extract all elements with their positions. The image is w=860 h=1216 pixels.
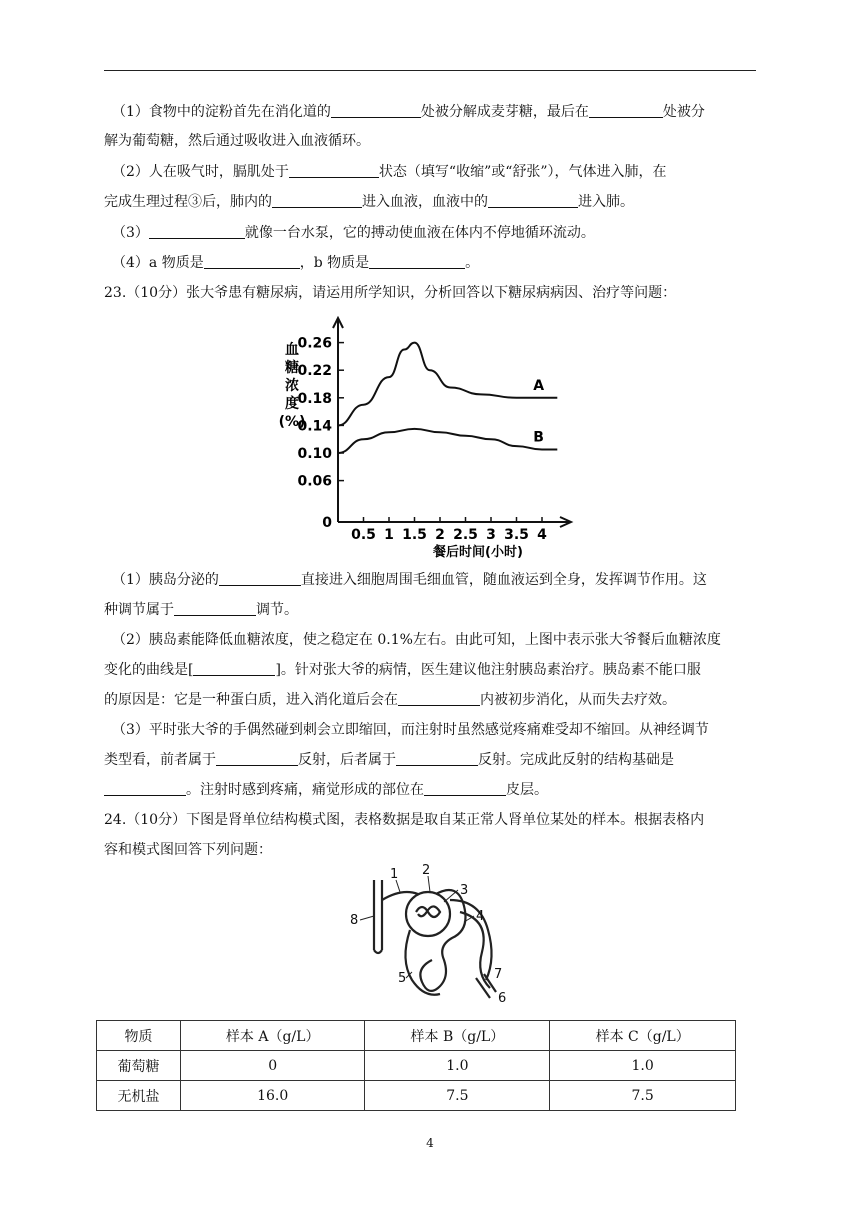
text: 解为葡萄糖，然后通过吸收进入血液循环。 — [104, 133, 370, 149]
answer-blank[interactable] — [193, 661, 275, 676]
q23-part2-line3 — [104, 690, 676, 710]
label-8: 8 — [350, 913, 359, 928]
chart-series — [338, 343, 557, 453]
table-cell: 16.0 — [180, 1081, 365, 1111]
table-header-cell: 样本 A（g/L） — [180, 1021, 365, 1051]
answer-blank[interactable] — [216, 751, 298, 766]
series-label-B: B — [533, 429, 544, 446]
label-5: 5 — [398, 971, 407, 986]
text: （1）胰岛分泌的 — [112, 572, 219, 588]
x-tick-label: 1 — [384, 527, 394, 543]
text: ，b 物质是 — [299, 255, 370, 271]
duct-6-7 — [476, 974, 496, 998]
chart-axes — [333, 318, 571, 527]
sample-table — [96, 1020, 736, 1111]
series-line-B — [338, 429, 557, 453]
text: 处被分 — [662, 104, 705, 120]
text: 。 — [465, 255, 480, 271]
answer-blank[interactable] — [424, 781, 506, 796]
text: 的原因是：它是一种蛋白质，进入消化道后会在 — [104, 692, 398, 708]
text: （2）人在吸气时，膈肌处于 — [112, 164, 289, 180]
table-cell: 7.5 — [365, 1081, 550, 1111]
q22-part1-line2 — [104, 131, 370, 151]
y-tick-label: 0.26 — [297, 335, 332, 352]
text: 就像一台水泵，它的搏动使血液在体内不停地循环流动。 — [244, 225, 595, 241]
table-cell: 1.0 — [550, 1051, 736, 1081]
answer-blank[interactable] — [289, 163, 379, 178]
x-tick-label: 4 — [537, 527, 547, 543]
q22-part3 — [112, 223, 595, 243]
tubule — [420, 890, 465, 991]
label-4: 4 — [476, 909, 485, 924]
x-tick-label: 3.5 — [504, 527, 529, 543]
y-label-char: (%) — [278, 414, 306, 430]
series-line-A — [338, 343, 557, 426]
table-header-cell: 物质 — [97, 1021, 181, 1051]
text: 进入肺。 — [578, 194, 634, 210]
x-tick-label: 1.5 — [402, 527, 427, 543]
answer-blank[interactable] — [398, 691, 480, 706]
x-tick-label: 2.5 — [453, 527, 478, 543]
text: 。注射时感到疼痛，痛觉形成的部位在 — [186, 782, 424, 798]
text: 变化的曲线是[ — [104, 662, 194, 678]
y-tick-label: 0.14 — [297, 418, 332, 435]
answer-blank[interactable] — [174, 601, 256, 616]
table-header-row — [97, 1021, 736, 1051]
table-row — [97, 1051, 736, 1081]
chart-x-label: 餐后时间(小时) — [433, 545, 523, 560]
text: 完成生理过程③后，肺内的 — [104, 194, 272, 210]
answer-blank[interactable] — [369, 254, 465, 269]
text: （1）食物中的淀粉首先在消化道的 — [112, 104, 331, 120]
y-tick-label: 0.22 — [297, 363, 332, 380]
q23-part3-line2 — [104, 750, 674, 770]
vessel-8 — [374, 880, 382, 950]
text: 类型看，前者属于 — [104, 752, 216, 768]
text: 反射，后者属于 — [298, 752, 396, 768]
label-6: 6 — [498, 991, 507, 1006]
answer-blank[interactable] — [204, 254, 300, 269]
q23-part2-line1: （2）胰岛素能降低血糖浓度，使之稳定在 0.1%左右。由此可知，上图中表示张大爷餐后血糖浓度 — [112, 632, 721, 648]
answer-blank[interactable] — [272, 193, 362, 208]
y-tick-label: 0.10 — [297, 446, 332, 462]
label-7: 7 — [494, 967, 503, 982]
answer-blank[interactable] — [331, 103, 421, 118]
text: 内被初步消化，从而失去疗效。 — [480, 692, 676, 708]
y-label-char: 糖 — [285, 360, 299, 376]
text: 进入血液，血液中的 — [362, 194, 488, 210]
q22-part4 — [112, 253, 479, 273]
table-row — [97, 1081, 736, 1111]
vessel-4 — [450, 900, 492, 980]
text: 种调节属于 — [104, 602, 174, 618]
label-2: 2 — [422, 863, 431, 878]
header-rule — [104, 70, 756, 71]
q23-part1-line2 — [104, 600, 298, 620]
text: （4）a 物质是 — [112, 255, 204, 271]
q23-part3-line1: （3）平时张大爷的手偶然碰到刺会立即缩回，而注射时虽然感觉疼痛难受却不缩回。从神经调节 — [112, 722, 709, 738]
table-cell: 葡萄糖 — [97, 1051, 181, 1081]
text: （3） — [112, 225, 149, 241]
q22-part1-line1 — [112, 102, 705, 122]
q24-title-line2: 容和模式图回答下列问题： — [104, 842, 272, 858]
series-label-A: A — [533, 377, 545, 394]
x-tick-label: 2 — [435, 527, 445, 543]
text: 皮层。 — [506, 782, 548, 798]
q23-part3-line3 — [104, 780, 548, 800]
y-tick-label: 0 — [322, 515, 332, 531]
label-3: 3 — [460, 883, 469, 898]
text: 调节。 — [256, 602, 298, 618]
x-tick-label: 0.5 — [351, 527, 376, 543]
x-tick-label: 3 — [486, 527, 496, 543]
q23-part1-line1 — [112, 570, 707, 590]
answer-blank[interactable] — [104, 781, 186, 796]
text: ]。针对张大爷的病情，医生建议他注射胰岛素治疗。胰岛素不能口服 — [275, 662, 701, 678]
table-header-cell: 样本 B（g/L） — [365, 1021, 550, 1051]
label-1: 1 — [390, 867, 399, 882]
y-label-char: 度 — [285, 396, 299, 412]
text: 直接进入细胞周围毛细血管，随血液运到全身，发挥调节作用。这 — [300, 572, 707, 588]
q23-part2-line2 — [104, 660, 701, 680]
answer-blank[interactable] — [589, 103, 663, 118]
y-label-char: 血 — [285, 342, 299, 358]
y-label-char: 浓 — [285, 378, 299, 394]
table-cell: 0 — [180, 1051, 365, 1081]
q22-part2-line2 — [104, 192, 634, 212]
table-cell: 1.0 — [365, 1051, 550, 1081]
chart-y-label — [279, 341, 306, 430]
glomerulus — [416, 906, 440, 917]
chart-x-ticks — [351, 517, 547, 543]
y-tick-label: 0.06 — [297, 473, 332, 490]
q23-title: 23.（10分）张大爷患有糖尿病，请运用所学知识，分析回答以下糖尿病病因、治疗等问题： — [104, 285, 677, 301]
text: 处被分解成麦芽糖，最后在 — [420, 104, 589, 120]
text: 状态（填写“收缩”或“舒张”），气体进入肺，在 — [378, 164, 667, 180]
page-number: 4 — [426, 1136, 434, 1150]
table-cell: 无机盐 — [97, 1081, 181, 1111]
answer-blank[interactable] — [149, 224, 245, 239]
answer-blank[interactable] — [396, 751, 478, 766]
nephron-diagram — [340, 860, 520, 1008]
answer-blank[interactable] — [219, 571, 301, 586]
text: 反射。完成此反射的结构基础是 — [478, 752, 674, 768]
table-cell: 7.5 — [550, 1081, 736, 1111]
q24-title-line1: 24.（10分）下图是肾单位结构模式图，表格数据是取自某正常人肾单位某处的样本。根据表格内 — [104, 812, 705, 828]
table-header-cell: 样本 C（g/L） — [550, 1021, 736, 1051]
y-tick-label: 0.18 — [297, 390, 332, 407]
blood-sugar-chart — [278, 316, 578, 564]
q22-part2-line1 — [112, 162, 667, 182]
answer-blank[interactable] — [488, 193, 578, 208]
